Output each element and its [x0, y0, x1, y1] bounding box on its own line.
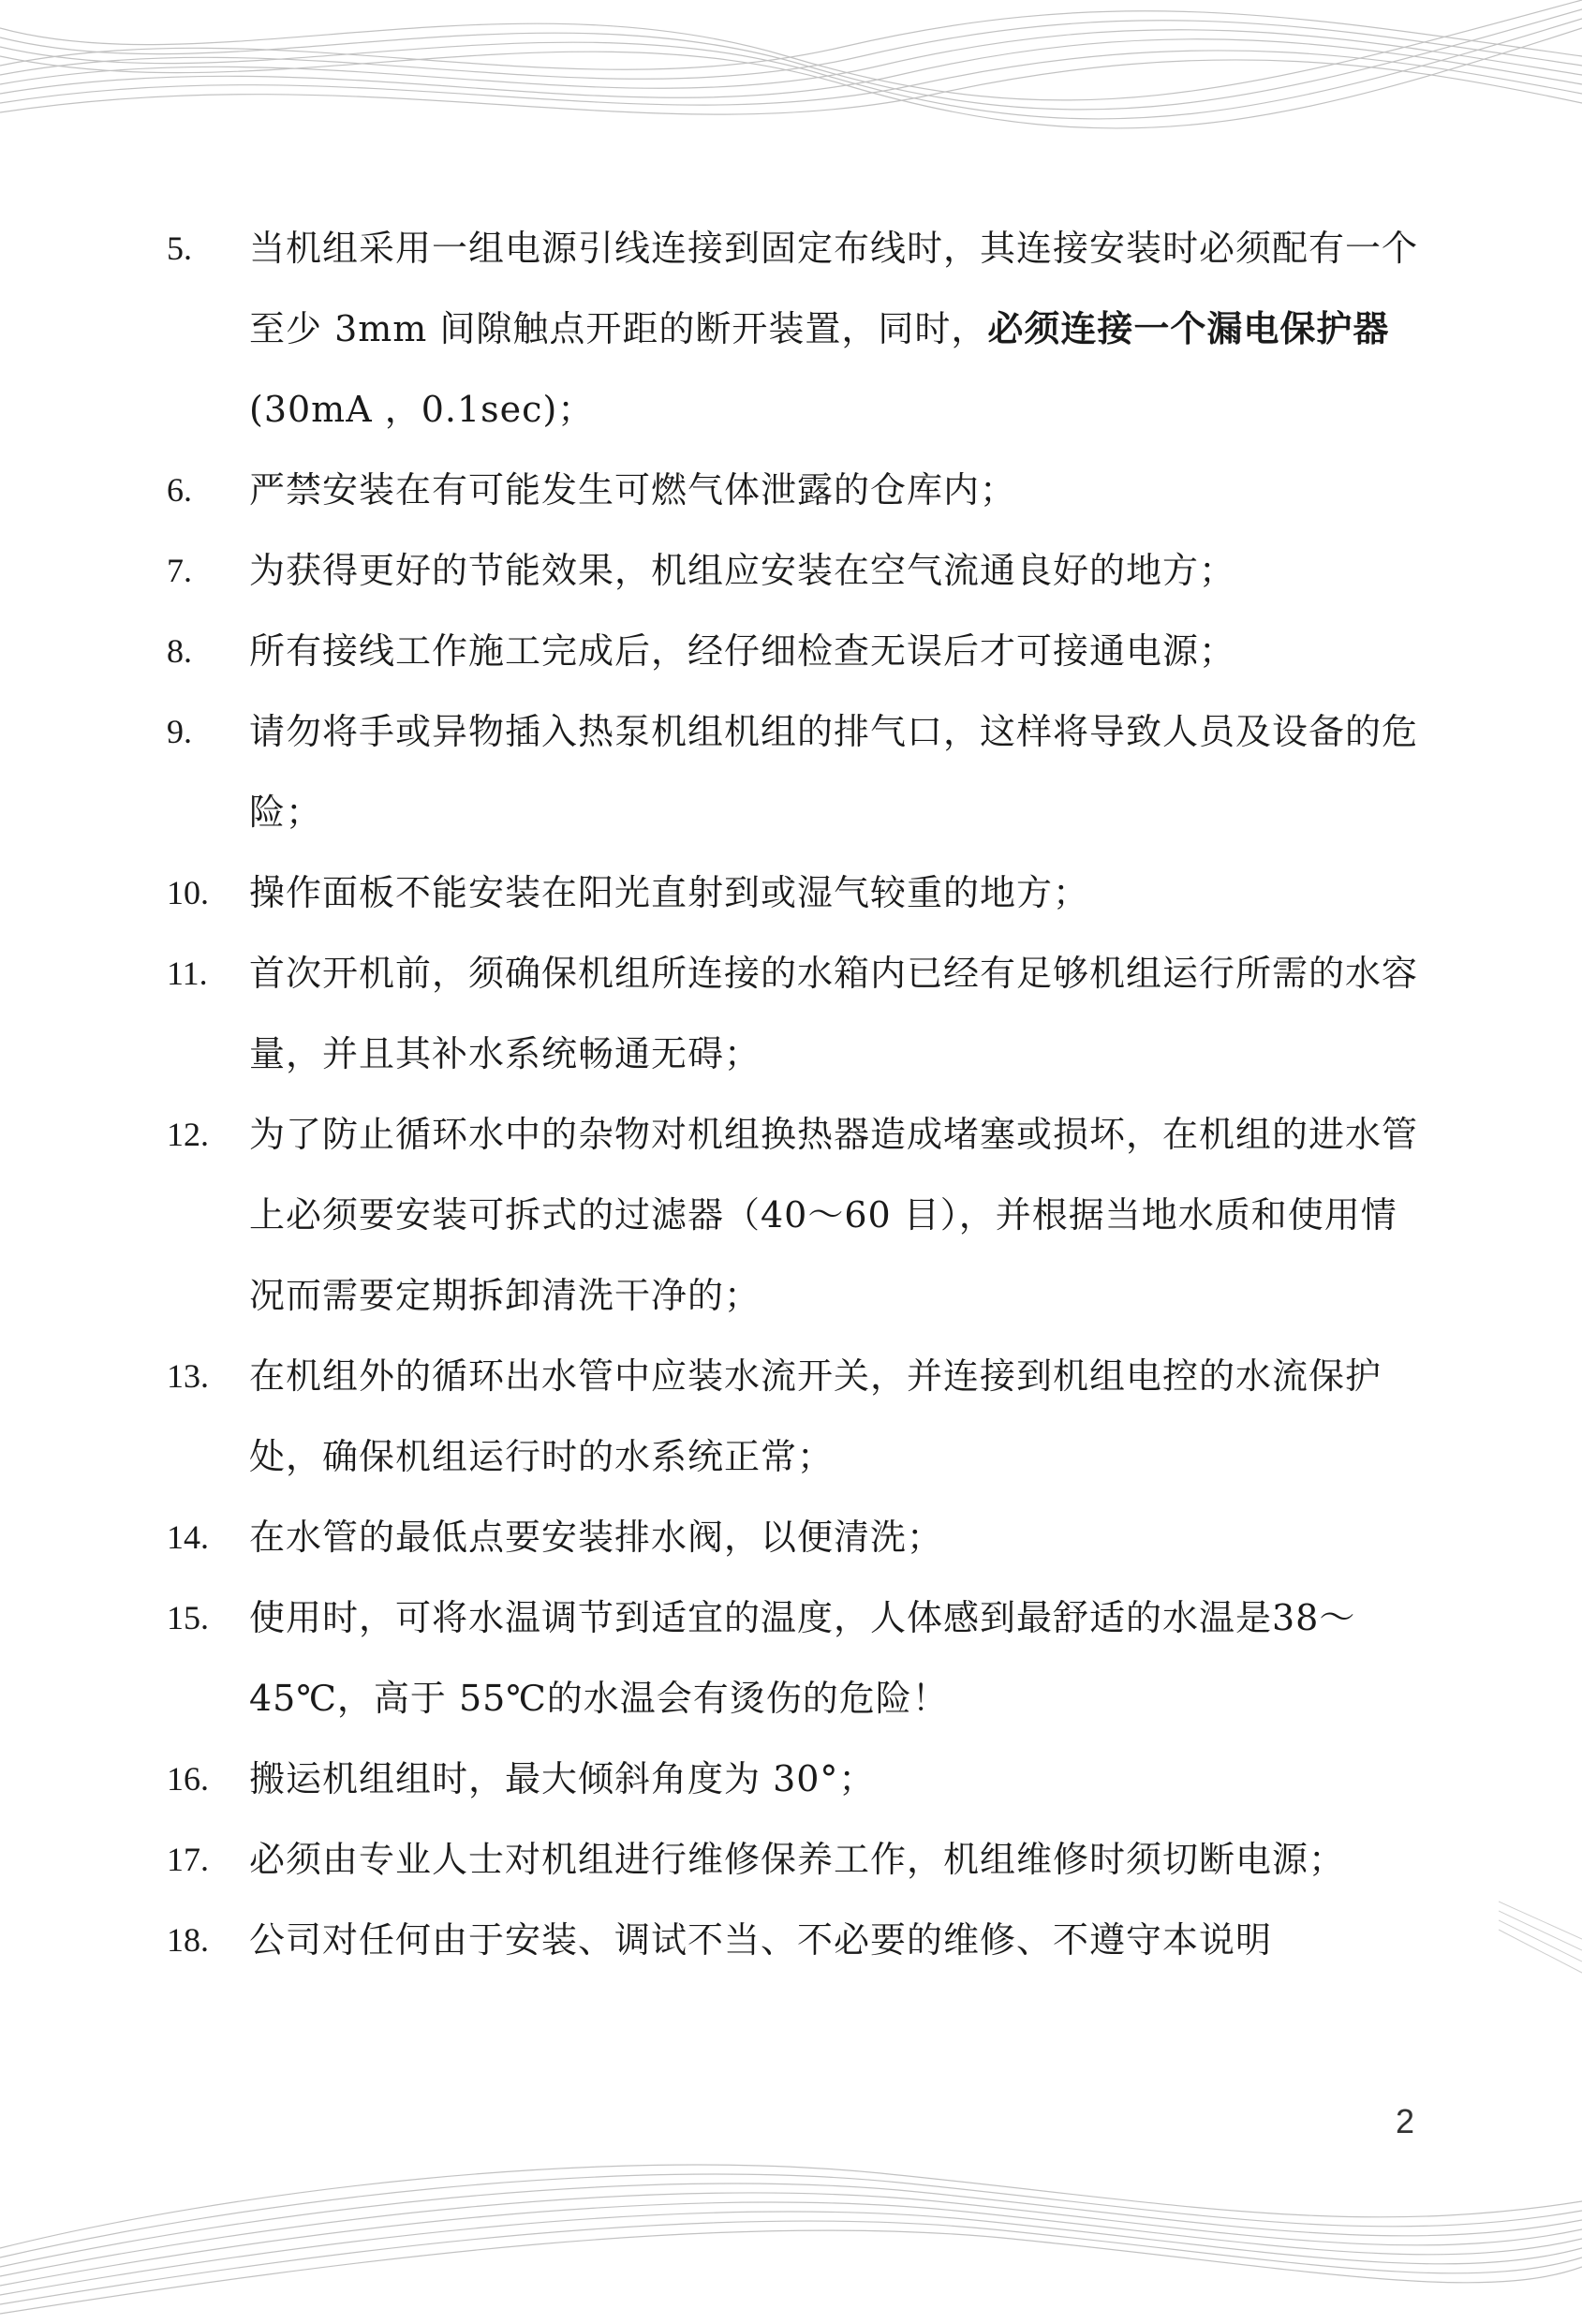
item-number: 10.	[167, 874, 209, 911]
top-wave-decoration	[0, 0, 1582, 187]
item-number: 9.	[167, 713, 192, 750]
list-item	[167, 1819, 1422, 1900]
item-text: 操作面板不能安装在阳光直射到或湿气较重的地方；	[249, 872, 1090, 913]
item-number: 5.	[167, 229, 192, 267]
item-number: 14.	[167, 1518, 209, 1556]
list-item	[167, 530, 1422, 611]
item-text: 在水管的最低点要安装排水阀，以便清洗；	[249, 1517, 944, 1558]
list-item	[167, 691, 1422, 852]
item-text: 必须由专业人士对机组进行维修保养工作，机组维修时须切断电源；	[249, 1839, 1346, 1880]
item-text: 搬运机组组时，最大倾斜角度为 30°；	[249, 1758, 876, 1799]
item-text: 所有接线工作施工完成后，经仔细检查无误后才可接通电源；	[249, 630, 1236, 672]
item-number: 17.	[167, 1841, 209, 1878]
list-item	[167, 1094, 1422, 1336]
item-number: 7.	[167, 552, 192, 589]
list-item	[167, 450, 1422, 530]
list-item	[167, 1497, 1422, 1577]
list-item	[167, 1336, 1422, 1497]
item-bold-text: 必须连接一个漏电保护器	[987, 307, 1390, 349]
item-number: 15.	[167, 1599, 209, 1636]
item-text: 公司对任何由于安装、调试不当、不必要的维修、不遵守本说明	[249, 1919, 1273, 1961]
safety-instructions-list	[167, 208, 1422, 1980]
item-text: 严禁安装在有可能发生可燃气体泄露的仓库内；	[249, 469, 1017, 511]
item-text: 为了防止循环水中的杂物对机组换热器造成堵塞或损坏，在机组的进水管上必须要安装可拆式的过滤器（40～60 目），并根据当地水质和使用情况而需要定期拆卸清洗干净的；	[249, 1114, 1419, 1316]
list-item	[167, 852, 1422, 933]
item-number: 8.	[167, 632, 192, 670]
item-text: 在机组外的循环出水管中应装水流开关，并连接到机组电控的水流保护处，确保机组运行时的水系统正常；	[249, 1355, 1382, 1477]
item-text: 使用时，可将水温调节到适宜的温度，人体感到最舒适的水温是38～45℃，高于 55℃的水温会有烫伤的危险！	[249, 1597, 1356, 1719]
list-item	[167, 1900, 1422, 1980]
item-number: 13.	[167, 1357, 209, 1395]
item-number: 12.	[167, 1116, 209, 1153]
item-text: 请勿将手或异物插入热泵机组机组的排气口，这样将导致人员及设备的危险；	[249, 711, 1419, 833]
item-text-after: (30mA ，0.1sec)；	[249, 389, 595, 430]
list-item	[167, 933, 1422, 1094]
item-text: 当机组采用一组电源引线连接到固定布线时，其连接安装时必须配有一个至少 3mm 间隙触点开距的断开装置，同时，	[249, 228, 1419, 349]
page-number: 2	[1396, 2102, 1415, 2140]
item-number: 16.	[167, 1760, 209, 1798]
bottom-wave-decoration	[0, 2117, 1582, 2324]
item-number: 18.	[167, 1921, 209, 1959]
list-item	[167, 1577, 1422, 1739]
list-item	[167, 208, 1422, 450]
item-text: 为获得更好的节能效果，机组应安装在空气流通良好的地方；	[249, 550, 1236, 591]
list-item	[167, 611, 1422, 691]
item-number: 11.	[167, 955, 208, 992]
item-text: 首次开机前，须确保机组所连接的水箱内已经有足够机组运行所需的水容量，并且其补水系统畅通无碍；	[249, 953, 1419, 1074]
list-item	[167, 1739, 1422, 1819]
item-number: 6.	[167, 471, 192, 509]
right-edge-decoration	[1499, 1883, 1582, 1986]
